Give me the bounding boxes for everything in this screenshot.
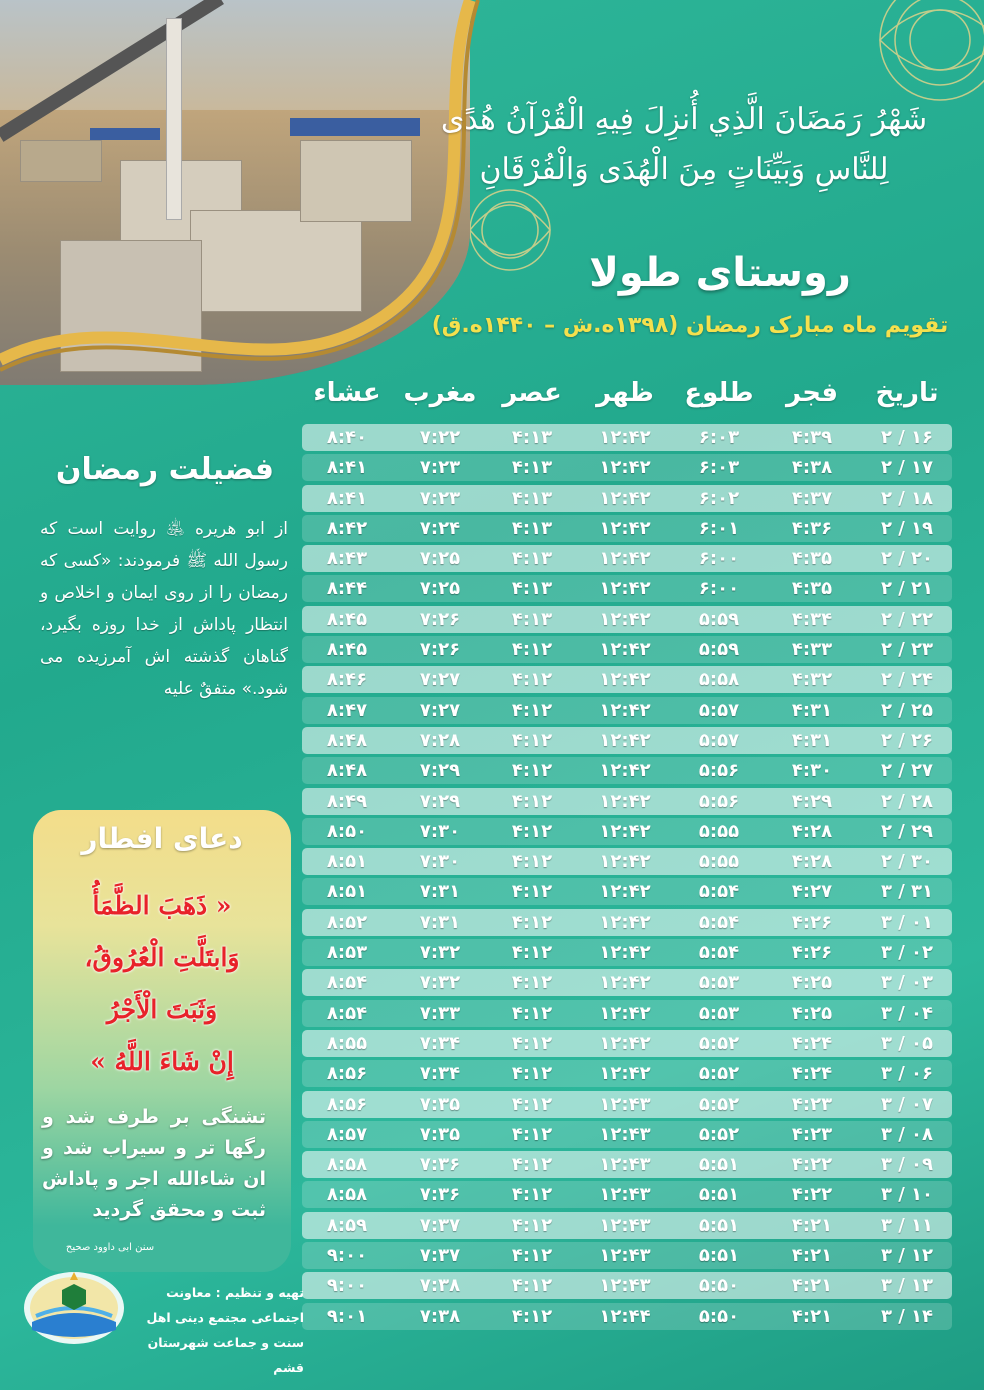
cell-maghrib: ۷:۳۸: [419, 1305, 461, 1327]
cell-dhuhr: ۱۲:۴۲: [599, 972, 651, 994]
mosque-photo: [0, 0, 470, 385]
credit-line: سنت و جماعت شهرستان قشم: [147, 1335, 304, 1375]
cell-isha: ۸:۴۳: [326, 548, 368, 570]
cell-asr: ۴:۱۲: [511, 760, 553, 782]
cell-date: ۲ / ۱۷: [880, 457, 934, 479]
cell-fajr: ۴:۳۱: [791, 729, 833, 751]
cell-date: ۳ / ۱۲: [880, 1245, 934, 1267]
cell-date: ۲ / ۱۸: [880, 487, 934, 509]
cell-dhuhr: ۱۲:۴۲: [599, 942, 651, 964]
cell-maghrib: ۷:۲۹: [419, 760, 461, 782]
cell-asr: ۴:۱۲: [511, 1093, 553, 1115]
cell-date: ۲ / ۲۴: [880, 669, 934, 691]
cell-date: ۳ / ۱۳: [880, 1275, 934, 1297]
cell-sunrise: ۵:۵۴: [698, 911, 740, 933]
cell-fajr: ۴:۲۳: [791, 1123, 833, 1145]
cell-isha: ۹:۰۰: [326, 1275, 368, 1297]
cell-isha: ۸:۴۵: [326, 639, 368, 661]
cell-dhuhr: ۱۲:۴۲: [599, 729, 651, 751]
cell-maghrib: ۷:۳۳: [419, 1002, 461, 1024]
calendar-subtitle: تقویم ماه مبارک رمضان (۱۳۹۸ه.ش – ۱۴۴۰ه.ق): [431, 313, 949, 338]
cell-date: ۳ / ۰۱: [880, 911, 934, 933]
table-row: [302, 757, 952, 784]
table-row: [302, 1091, 952, 1118]
cell-asr: ۴:۱۳: [511, 487, 553, 509]
cell-asr: ۴:۱۲: [511, 729, 553, 751]
header-maghrib: مغرب: [403, 378, 477, 408]
cell-fajr: ۴:۲۶: [791, 942, 833, 964]
cell-dhuhr: ۱۲:۴۲: [599, 517, 651, 539]
cell-asr: ۴:۱۳: [511, 548, 553, 570]
cell-sunrise: ۵:۵۰: [698, 1305, 740, 1327]
cell-dhuhr: ۱۲:۴۳: [599, 1123, 651, 1145]
table-row: [302, 1181, 952, 1208]
table-row: [302, 606, 952, 633]
table-row: [302, 454, 952, 481]
cell-fajr: ۴:۲۵: [791, 1002, 833, 1024]
table-row: [302, 636, 952, 663]
dua-arabic: [40, 880, 284, 1088]
cell-dhuhr: ۱۲:۴۳: [599, 1214, 651, 1236]
cell-maghrib: ۷:۲۷: [419, 699, 461, 721]
cell-dhuhr: ۱۲:۴۲: [599, 820, 651, 842]
cell-maghrib: ۷:۳۷: [419, 1214, 461, 1236]
cell-maghrib: ۷:۲۷: [419, 669, 461, 691]
table-row: [302, 666, 952, 693]
table-row: [302, 545, 952, 572]
cell-dhuhr: ۱۲:۴۲: [599, 457, 651, 479]
verse-line-2: لِلنَّاسِ وَبَيِّنَاتٍ مِنَ الْهُدَى وَالْفُرْقَانِ: [479, 152, 889, 187]
cell-isha: ۸:۵۵: [326, 1032, 368, 1054]
cell-fajr: ۴:۳۵: [791, 578, 833, 600]
cell-fajr: ۴:۳۳: [791, 639, 833, 661]
table-row: [302, 939, 952, 966]
header-isha: عشاء: [313, 378, 381, 408]
table-row: [302, 1272, 952, 1299]
cell-isha: ۸:۵۱: [326, 881, 368, 903]
cell-isha: ۸:۵۴: [326, 972, 368, 994]
cell-maghrib: ۷:۲۵: [419, 548, 461, 570]
cell-maghrib: ۷:۲۶: [419, 608, 461, 630]
cell-sunrise: ۵:۵۵: [698, 820, 740, 842]
cell-asr: ۴:۱۲: [511, 1245, 553, 1267]
cell-dhuhr: ۱۲:۴۲: [599, 487, 651, 509]
cell-date: ۲ / ۳۰: [880, 851, 934, 873]
cell-asr: ۴:۱۳: [511, 457, 553, 479]
cell-isha: ۸:۴۷: [326, 699, 368, 721]
cell-asr: ۴:۱۲: [511, 1063, 553, 1085]
cell-isha: ۸:۴۴: [326, 578, 368, 600]
quran-verse: [424, 95, 944, 195]
cell-dhuhr: ۱۲:۴۲: [599, 427, 651, 448]
cell-maghrib: ۷:۳۶: [419, 1154, 461, 1176]
cell-asr: ۴:۱۲: [511, 639, 553, 661]
cell-asr: ۴:۱۳: [511, 517, 553, 539]
cell-date: ۳ / ۰۳: [880, 972, 934, 994]
cell-sunrise: ۵:۵۱: [698, 1184, 740, 1206]
cell-fajr: ۴:۳۲: [791, 669, 833, 691]
cell-date: ۲ / ۱۹: [880, 517, 934, 539]
cell-asr: ۴:۱۲: [511, 1032, 553, 1054]
cell-sunrise: ۵:۵۳: [698, 1002, 740, 1024]
table-row: [302, 878, 952, 905]
cell-asr: ۴:۱۲: [511, 972, 553, 994]
cell-date: ۲ / ۲۸: [880, 790, 934, 812]
page-title: روستای طولا: [589, 250, 851, 296]
cell-maghrib: ۷:۳۰: [419, 851, 461, 873]
cell-isha: ۸:۵۴: [326, 1002, 368, 1024]
cell-fajr: ۴:۲۱: [791, 1214, 833, 1236]
cell-fajr: ۴:۳۵: [791, 548, 833, 570]
dua-persian: تشنگی بر طرف شد و رگها تر و سیراب شد و ان شاءالله اجر و پاداش ثبت و محقق گردید: [42, 1106, 266, 1221]
cell-isha: ۸:۵۸: [326, 1154, 368, 1176]
cell-sunrise: ۵:۵۱: [698, 1154, 740, 1176]
cell-sunrise: ۵:۵۹: [698, 608, 740, 630]
cell-date: ۲ / ۲۰: [880, 548, 934, 570]
cell-isha: ۸:۵۷: [326, 1123, 368, 1145]
header-sunrise: طلوع: [684, 378, 754, 408]
cell-dhuhr: ۱۲:۴۳: [599, 1154, 651, 1176]
cell-dhuhr: ۱۲:۴۲: [599, 760, 651, 782]
header-dhuhr: ظهر: [596, 378, 654, 408]
cell-asr: ۴:۱۲: [511, 1214, 553, 1236]
dua-arabic-line: وَابتَلَّتِ الْعُرُوقُ،: [84, 943, 240, 972]
cell-dhuhr: ۱۲:۴۲: [599, 881, 651, 903]
cell-date: ۳ / ۳۱: [880, 881, 934, 903]
cell-date: ۳ / ۰۲: [880, 942, 934, 964]
cell-date: ۳ / ۱۰: [880, 1184, 934, 1206]
table-row: [302, 909, 952, 936]
cell-sunrise: ۵:۵۵: [698, 851, 740, 873]
fazilat-text: [40, 513, 288, 705]
cell-isha: ۹:۰۱: [326, 1305, 368, 1327]
cell-maghrib: ۷:۲۹: [419, 790, 461, 812]
table-row: [302, 1060, 952, 1087]
table-row: [302, 697, 952, 724]
cell-sunrise: ۵:۵۷: [698, 699, 740, 721]
cell-isha: ۸:۵۹: [326, 1214, 368, 1236]
cell-dhuhr: ۱۲:۴۴: [599, 1305, 651, 1327]
cell-fajr: ۴:۲۴: [791, 1063, 833, 1085]
cell-asr: ۴:۱۲: [511, 942, 553, 964]
cell-date: ۳ / ۱۴: [880, 1305, 934, 1327]
cell-dhuhr: ۱۲:۴۲: [599, 790, 651, 812]
cell-fajr: ۴:۳۹: [791, 427, 833, 448]
cell-isha: ۹:۰۰: [326, 1245, 368, 1267]
cell-fajr: ۴:۲۴: [791, 1032, 833, 1054]
cell-dhuhr: ۱۲:۴۲: [599, 699, 651, 721]
cell-date: ۲ / ۲۹: [880, 820, 934, 842]
cell-date: ۳ / ۰۸: [880, 1123, 934, 1145]
cell-asr: ۴:۱۳: [511, 578, 553, 600]
cell-date: ۳ / ۰۴: [880, 1002, 934, 1024]
table-row: [302, 848, 952, 875]
dua-arabic-line: إِنْ شَاءَ اللَّهُ »: [90, 1047, 234, 1076]
cell-date: ۳ / ۰۷: [880, 1093, 934, 1115]
cell-sunrise: ۵:۵۶: [698, 790, 740, 812]
cell-dhuhr: ۱۲:۴۲: [599, 578, 651, 600]
cell-isha: ۸:۴۵: [326, 608, 368, 630]
cell-sunrise: ۵:۵۴: [698, 881, 740, 903]
dua-arabic-line: « ذَهَبَ الظَّمَأُ: [92, 891, 232, 920]
cell-sunrise: ۶:۰۳: [698, 457, 740, 479]
cell-fajr: ۴:۲۷: [791, 881, 833, 903]
table-row: [302, 1121, 952, 1148]
header-date: تاریخ: [875, 378, 939, 408]
cell-dhuhr: ۱۲:۴۳: [599, 1093, 651, 1115]
dua-source: سنن ابی داوود صحیح: [65, 1242, 155, 1253]
cell-fajr: ۴:۳۸: [791, 457, 833, 479]
cell-asr: ۴:۱۳: [511, 427, 553, 448]
cell-sunrise: ۶:۰۳: [698, 427, 740, 448]
table-row: [302, 1030, 952, 1057]
cell-maghrib: ۷:۳۱: [419, 911, 461, 933]
cell-fajr: ۴:۲۹: [791, 790, 833, 812]
cell-fajr: ۴:۳۱: [791, 699, 833, 721]
fazilat-paragraph: از ابو هریره ﵁ روایت است که رسول الله ﷺ فرمودند: «کسی که رمضان را از روی ایمان و اخلاص و انتظار پاداش از خدا روزه بگیرد، گناهان گذشته اش آمرزیده می شود.» متفقٌ علیه: [40, 519, 288, 699]
cell-maghrib: ۷:۳۴: [419, 1063, 461, 1085]
cell-fajr: ۴:۲۵: [791, 972, 833, 994]
cell-isha: ۸:۵۱: [326, 851, 368, 873]
cell-dhuhr: ۱۲:۴۲: [599, 1063, 651, 1085]
cell-fajr: ۴:۳۷: [791, 487, 833, 509]
cell-sunrise: ۶:۰۲: [698, 487, 740, 509]
cell-date: ۲ / ۲۳: [880, 639, 934, 661]
cell-sunrise: ۵:۵۶: [698, 760, 740, 782]
cell-date: ۲ / ۲۷: [880, 760, 934, 782]
cell-maghrib: ۷:۳۵: [419, 1093, 461, 1115]
header-fajr: فجر: [786, 378, 838, 408]
cell-sunrise: ۵:۵۲: [698, 1123, 740, 1145]
dua-title: دعای افطار: [81, 822, 243, 855]
cell-fajr: ۴:۲۱: [791, 1275, 833, 1297]
cell-isha: ۸:۴۶: [326, 669, 368, 691]
cell-dhuhr: ۱۲:۴۲: [599, 1002, 651, 1024]
cell-dhuhr: ۱۲:۴۳: [599, 1275, 651, 1297]
cell-maghrib: ۷:۲۲: [419, 427, 461, 448]
cell-dhuhr: ۱۲:۴۲: [599, 911, 651, 933]
cell-dhuhr: ۱۲:۴۲: [599, 669, 651, 691]
cell-fajr: ۴:۳۴: [791, 608, 833, 630]
cell-sunrise: ۶:۰۱: [698, 517, 740, 539]
cell-maghrib: ۷:۲۸: [419, 729, 461, 751]
cell-asr: ۴:۱۲: [511, 699, 553, 721]
cell-dhuhr: ۱۲:۴۲: [599, 608, 651, 630]
cell-date: ۳ / ۰۶: [880, 1063, 934, 1085]
table-row: [302, 515, 952, 542]
cell-fajr: ۴:۲۲: [791, 1154, 833, 1176]
cell-dhuhr: ۱۲:۴۲: [599, 639, 651, 661]
cell-maghrib: ۷:۳۰: [419, 820, 461, 842]
cell-maghrib: ۷:۲۵: [419, 578, 461, 600]
cell-asr: ۴:۱۲: [511, 820, 553, 842]
cell-fajr: ۴:۲۱: [791, 1245, 833, 1267]
cell-date: ۳ / ۱۱: [880, 1214, 934, 1236]
cell-fajr: ۴:۳۰: [791, 760, 833, 782]
cell-asr: ۴:۱۲: [511, 790, 553, 812]
cell-date: ۳ / ۰۵: [880, 1032, 934, 1054]
cell-sunrise: ۵:۵۲: [698, 1063, 740, 1085]
cell-dhuhr: ۱۲:۴۳: [599, 1245, 651, 1267]
cell-maghrib: ۷:۳۲: [419, 942, 461, 964]
cell-dhuhr: ۱۲:۴۲: [599, 1032, 651, 1054]
cell-date: ۲ / ۱۶: [880, 427, 934, 448]
cell-isha: ۸:۵۸: [326, 1184, 368, 1206]
cell-asr: ۴:۱۲: [511, 1305, 553, 1327]
cell-maghrib: ۷:۳۵: [419, 1123, 461, 1145]
cell-isha: ۸:۵۶: [326, 1063, 368, 1085]
table-row: [302, 1212, 952, 1239]
cell-sunrise: ۵:۵۹: [698, 639, 740, 661]
cell-asr: ۴:۱۲: [511, 1154, 553, 1176]
cell-sunrise: ۶:۰۰: [698, 578, 740, 600]
cell-isha: ۸:۴۸: [326, 729, 368, 751]
cell-sunrise: ۵:۵۷: [698, 729, 740, 751]
verse-line-1: شَهْرُ رَمَضَانَ الَّذِي أُنزِلَ فِيهِ الْقُرْآنُ هُدًى: [440, 102, 928, 137]
cell-asr: ۴:۱۲: [511, 1275, 553, 1297]
cell-maghrib: ۷:۳۶: [419, 1184, 461, 1206]
cell-date: ۲ / ۲۶: [880, 729, 934, 751]
cell-maghrib: ۷:۳۲: [419, 972, 461, 994]
cell-date: ۲ / ۲۲: [880, 608, 934, 630]
cell-isha: ۸:۴۸: [326, 760, 368, 782]
dua-arabic-line: وَثَبَتَ الْأَجْرُ: [106, 995, 218, 1024]
table-row: [302, 1000, 952, 1027]
table-row: [302, 485, 952, 512]
cell-asr: ۴:۱۲: [511, 851, 553, 873]
cell-fajr: ۴:۲۲: [791, 1184, 833, 1206]
cell-dhuhr: ۱۲:۴۲: [599, 851, 651, 873]
cell-fajr: ۴:۲۳: [791, 1093, 833, 1115]
cell-maghrib: ۷:۳۸: [419, 1275, 461, 1297]
cell-isha: ۸:۴۱: [326, 487, 368, 509]
cell-date: ۲ / ۲۱: [880, 578, 934, 600]
cell-sunrise: ۵:۵۱: [698, 1214, 740, 1236]
credit-line: تهیه و تنظیم : معاونت: [166, 1285, 304, 1300]
cell-fajr: ۴:۳۶: [791, 517, 833, 539]
cell-sunrise: ۵:۵۲: [698, 1093, 740, 1115]
cell-maghrib: ۷:۳۱: [419, 881, 461, 903]
cell-asr: ۴:۱۲: [511, 1123, 553, 1145]
cell-asr: ۴:۱۲: [511, 1184, 553, 1206]
cell-sunrise: ۵:۵۱: [698, 1245, 740, 1267]
cell-maghrib: ۷:۲۳: [419, 457, 461, 479]
cell-fajr: ۴:۲۱: [791, 1305, 833, 1327]
cell-isha: ۸:۴۰: [326, 427, 368, 448]
table-header: [302, 378, 952, 418]
table-row: [302, 575, 952, 602]
cell-sunrise: ۵:۵۳: [698, 972, 740, 994]
cell-sunrise: ۵:۵۴: [698, 942, 740, 964]
cell-maghrib: ۷:۳۴: [419, 1032, 461, 1054]
cell-dhuhr: ۱۲:۴۲: [599, 548, 651, 570]
table-row: [302, 1242, 952, 1269]
fazilat-title: فضیلت رمضان: [55, 452, 275, 487]
cell-isha: ۸:۵۲: [326, 911, 368, 933]
table-row: [302, 1151, 952, 1178]
cell-maghrib: ۷:۲۴: [419, 517, 461, 539]
cell-fajr: ۴:۲۸: [791, 851, 833, 873]
table-row: [302, 727, 952, 754]
credit-line: اجتماعی مجتمع دینی اهل: [146, 1310, 304, 1325]
table-row: [302, 818, 952, 845]
table-row: [302, 1303, 952, 1330]
credit-text: [134, 1280, 304, 1380]
cell-isha: ۸:۵۶: [326, 1093, 368, 1115]
cell-date: ۲ / ۲۵: [880, 699, 934, 721]
table-row: [302, 788, 952, 815]
cell-isha: ۸:۵۳: [326, 942, 368, 964]
cell-dhuhr: ۱۲:۴۳: [599, 1184, 651, 1206]
cell-isha: ۸:۴۱: [326, 457, 368, 479]
cell-fajr: ۴:۲۶: [791, 911, 833, 933]
cell-maghrib: ۷:۲۶: [419, 639, 461, 661]
cell-sunrise: ۵:۵۸: [698, 669, 740, 691]
prayer-times-table: [302, 424, 952, 1333]
cell-isha: ۸:۵۰: [326, 820, 368, 842]
cell-asr: ۴:۱۲: [511, 1002, 553, 1024]
cell-asr: ۴:۱۳: [511, 608, 553, 630]
cell-isha: ۸:۴۲: [326, 517, 368, 539]
cell-sunrise: ۵:۵۰: [698, 1275, 740, 1297]
cell-sunrise: ۶:۰۰: [698, 548, 740, 570]
table-row: [302, 424, 952, 451]
header-asr: عصر: [502, 378, 562, 408]
table-row: [302, 969, 952, 996]
cell-maghrib: ۷:۲۳: [419, 487, 461, 509]
cell-fajr: ۴:۲۸: [791, 820, 833, 842]
cell-isha: ۸:۴۹: [326, 790, 368, 812]
cell-maghrib: ۷:۳۷: [419, 1245, 461, 1267]
cell-sunrise: ۵:۵۲: [698, 1032, 740, 1054]
cell-asr: ۴:۱۲: [511, 881, 553, 903]
cell-asr: ۴:۱۲: [511, 669, 553, 691]
cell-date: ۳ / ۰۹: [880, 1154, 934, 1176]
cell-asr: ۴:۱۲: [511, 911, 553, 933]
organization-logo-icon: [22, 1270, 126, 1346]
